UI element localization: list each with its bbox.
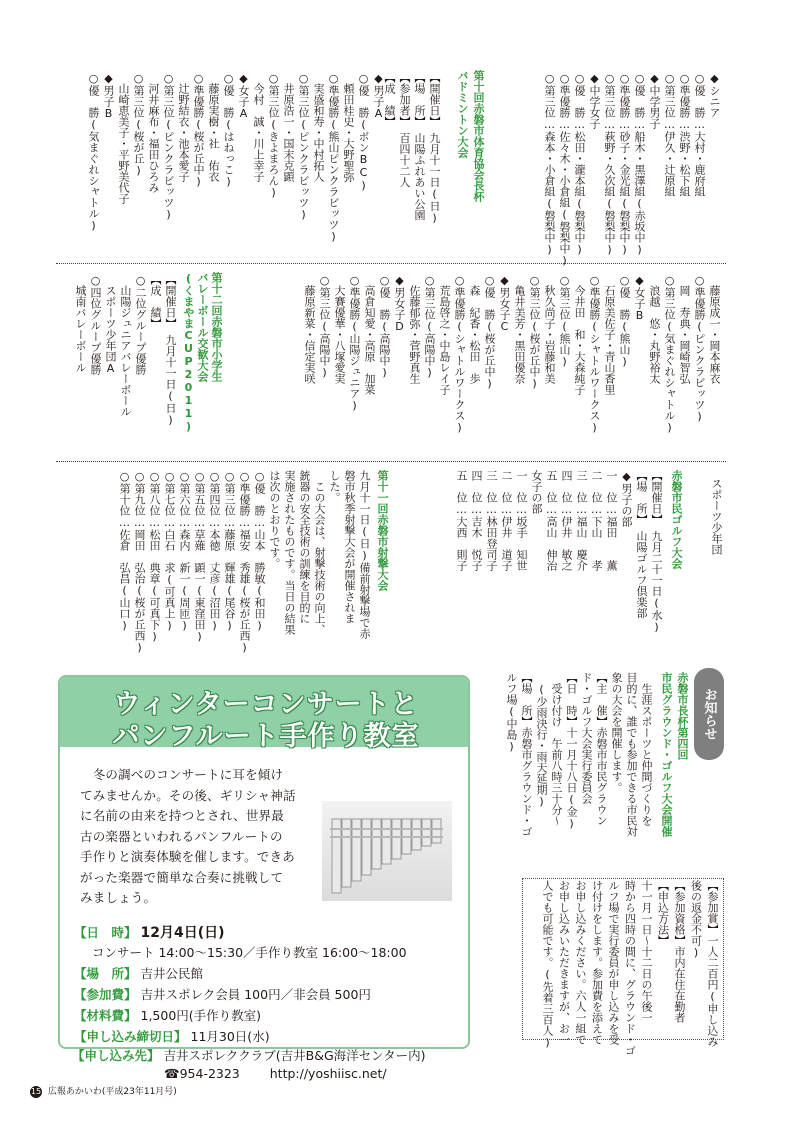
golf-result-line: 五 位…大西 則子 — [455, 470, 468, 571]
shooting-result-line: ○第三位…藤原 輝雄(尾谷) — [223, 470, 236, 632]
info-contact-row — [72, 1046, 426, 1064]
result-line: ○優 勝(桜が丘中) — [483, 274, 496, 390]
shooting-result-line: 実施されたものです。当日の結果 — [283, 470, 296, 635]
result-line: 浪越 悠・丸野裕太 — [648, 274, 661, 384]
shooting-result-line: 九月十一日(日)備前射撃場で赤 — [358, 470, 371, 639]
info-place-row — [74, 964, 203, 982]
result-line: 岡 寿典・岡崎智弘 — [678, 274, 691, 384]
result-line: ◆男女子C — [498, 274, 511, 333]
shooting-result-line: 銃器の安全技術の訓練を目的に — [298, 470, 311, 624]
result-line: ○優 勝(気まぐれシャトル) — [87, 72, 100, 232]
result-line: ◆中学女子 — [588, 72, 601, 129]
event-info-line: 【参加者】 百四十二人 — [398, 72, 411, 188]
shooting-result-line: ○第四位…本徳 丈彦(沼田) — [208, 470, 221, 632]
notice-line: 【日 時】十一月十八日(金) — [565, 672, 578, 830]
golf-event-title: 赤磐市民ゴルフ大会 — [670, 470, 683, 569]
result-line: 井原浩一・国末克顕 — [282, 72, 295, 182]
info-place-label: 【場 所】 — [74, 966, 137, 981]
result-line: ○準優勝(山陽ジュニア) — [348, 274, 361, 412]
notice-line: 【主 催】赤磐市市民グラウン — [595, 672, 608, 826]
result-line: ○優 勝(熊山) — [618, 274, 631, 368]
result-line: 今村 誠・川上幸子 — [252, 72, 265, 182]
result-line: ○第三位(熊山) — [558, 274, 571, 368]
result-line: ○優 勝(高陽中) — [378, 274, 391, 379]
info-contact-value: 吉井スポレククラブ(吉井B&G海洋センター内) — [163, 1048, 426, 1063]
info-fee-value: 吉井スポレク会員 100円／非会員 500円 — [140, 987, 371, 1002]
notice-entry-line: 後の返金不可) — [689, 880, 703, 959]
phone-number: ☎954-2323 — [164, 1066, 240, 1081]
sports-team-label: スポーツ少年団 — [710, 478, 723, 555]
result-line: 佐藤郁弥・菅野真生 — [408, 274, 421, 384]
result-line: ○第三位…萩野・久次組(磐梨中) — [603, 72, 616, 256]
result-line: 河井麻布・福田ひろみ — [147, 72, 160, 193]
info-date-value: 12月4日(日) — [140, 925, 225, 941]
notice-entry-line: け付けをします。参加費を添えて — [590, 880, 604, 1045]
shooting-result-line: ○準優勝…福安 秀雄(桜が丘西) — [238, 470, 251, 654]
notice-line: 【場 所】赤磐市グラウンド・ゴ — [520, 672, 533, 837]
event-info-line: 【開催日】 九月十一日(日) — [164, 274, 177, 427]
result-line: ◆男子A — [372, 72, 385, 120]
golf-result-line: 女子の部 — [530, 470, 543, 514]
shooting-result-line: ○第八位…松田 典章(可真下) — [148, 470, 161, 643]
notice-entry-line: 【申込方法】 — [656, 880, 670, 946]
notice-entry-line: お申し込みください。六人一組で — [574, 880, 587, 1045]
result-line: 森 紀香・松田 歩 — [468, 274, 481, 384]
intro-line: てみませんか。その後、ギリシャ神話 — [80, 787, 296, 803]
golf-result-line: 二 位…下山 孝 — [590, 470, 603, 571]
notice-entry-line: 【参加賞】一人二百円(申し込み — [706, 880, 719, 1047]
notice-line: 目的に、誰でも参加できる市民対 — [625, 672, 638, 837]
shooting-result-line: は次のとおりです。 — [268, 470, 281, 569]
result-line: 亀井美芳・黒田優奈 — [513, 274, 526, 384]
volleyball-event-cup: (くまやまCUP2011) — [182, 272, 195, 433]
result-line: ○優 勝…船木・黒澤組(赤坂中) — [633, 72, 646, 256]
notice-tab: お知らせ — [694, 668, 724, 760]
golf-result-line: 五 位…高山 伸治 — [545, 470, 558, 571]
result-line: ○準優勝(シャトルワークス) — [588, 274, 601, 434]
info-material-value: 1,500円(手作り教室) — [140, 1008, 262, 1023]
golf-result-line: 一 位…坂手 知世 — [515, 470, 528, 571]
result-line: ○第三位(高陽中) — [318, 274, 331, 379]
result-line: ○第三位(桜が丘) — [132, 72, 145, 177]
info-fee-row — [74, 985, 371, 1003]
result-line: ○準優勝(桜が丘中) — [192, 72, 205, 188]
notice-line: ルフ場(中島) — [505, 672, 518, 753]
golf-result-line: 四 位…伊井 敏之 — [560, 470, 573, 571]
result-line: ◆女子B — [633, 274, 646, 322]
info-place-value: 吉井公民館 — [140, 966, 204, 981]
golf-result-line: 【場 所】 山陽ゴルフ倶楽部 — [635, 470, 648, 619]
info-time-value: コンサート 14:00〜15:30／手作り教室 16:00〜18:00 — [92, 945, 407, 960]
badminton-event-title: 第十回赤磐市体育協会長杯 — [472, 70, 485, 202]
divider — [56, 263, 726, 264]
result-line: 辻野結衣・池本愛子 — [177, 72, 190, 182]
result-line: ◆男女子D — [393, 274, 406, 333]
website-link[interactable]: http://yoshiisc.net/ — [269, 1066, 387, 1081]
info-material-label: 【材料費】 — [74, 1008, 137, 1023]
result-line: 頼田桂史・大野聖弥 — [342, 72, 355, 182]
result-line: 藤原成一・岡本麻衣 — [708, 274, 721, 384]
golf-result-line: 【開催日】 九月二十一日(水) — [650, 470, 663, 634]
event-info-line: スポーツ少年団A — [104, 274, 117, 375]
info-deadline-label: 【申し込み締切日】 — [74, 1029, 187, 1044]
notice-line: (少雨決行・雨天延期) — [535, 672, 548, 808]
panel-title-line1: ウィンターコンサートと — [113, 689, 419, 720]
event-info-line: 【場 所】 山陽ふれあい公園 — [413, 72, 426, 221]
result-line: ○優 勝(ボンBC) — [357, 72, 370, 192]
result-line: ○第三位(気まぐれシャトル) — [663, 274, 676, 434]
page-footer — [30, 1084, 177, 1098]
page-number: 15 — [30, 1087, 42, 1096]
intro-line: みましょう。 — [80, 890, 157, 905]
volleyball-event-subtitle: バレーボール交歓大会 — [196, 272, 209, 382]
shooting-result-line: ○第九位…岡田 弘治(桜が丘西) — [133, 470, 146, 654]
result-line: ○準優勝…渋野・松下組 — [678, 72, 691, 197]
info-date-row — [74, 922, 225, 942]
result-line: 今井田 和・大森純子 — [573, 274, 586, 395]
info-fee-label: 【参加費】 — [74, 987, 137, 1002]
event-info-line: ○二位グループ優勝 — [134, 274, 147, 375]
notice-line: 象の大会を開催します。 — [610, 672, 623, 793]
event-info-line: 山陽ジュニアバレーボール — [119, 274, 132, 417]
shooting-result-line: ○第十位…佐倉 弘昌(山口) — [118, 470, 131, 632]
result-line: ○第三位(ピンクラビッツ) — [162, 72, 175, 221]
golf-result-line: 一 位…福田 薫 — [605, 470, 618, 571]
result-line: 山崎恵美子・平野美代子 — [117, 72, 130, 204]
info-phone-row — [164, 1066, 387, 1081]
result-line: 秋久尚子・岩藤和美 — [543, 274, 556, 384]
golf-result-line: 四 位…吉木 悦子 — [470, 470, 483, 571]
result-line: ○準優勝…佐々木・小倉組(磐梨中) — [558, 72, 571, 267]
shooting-result-line: ○第六位…森内 新一(周匝) — [178, 470, 191, 632]
notice-line: ド・ゴルフ大会実行委員会 — [580, 672, 593, 804]
result-line: ◆シニア — [708, 72, 721, 118]
intro-line: 手作りと演奏体験を催します。できあ — [80, 849, 295, 864]
notice-entry-line: 【参加資格】市内在住在勤者 — [673, 880, 686, 1023]
event-info-line: ○四位グループ優勝 — [89, 274, 102, 375]
result-line: ◆中学男子 — [648, 72, 661, 129]
result-line: ◆女子A — [237, 72, 250, 120]
result-line: 藤原実樹・社 佑衣 — [207, 72, 220, 182]
intro-line: 冬の調べのコンサートに耳を傾け — [80, 767, 284, 782]
shooting-result-line: ○第七位…白石 求(可真上) — [163, 470, 176, 632]
golf-result-line: 二 位…伊井 道子 — [500, 470, 513, 571]
result-line: 石原美佐子・青山香里 — [603, 274, 616, 395]
notice-entry-line: ルフ場で実行委員が申し込みを受 — [607, 880, 620, 1045]
golf-result-line: 三 位…林田登司子 — [485, 470, 498, 571]
intro-line: に名前の由来を持つとされ、世界最 — [80, 808, 284, 823]
intro-line: 古の楽器といわれるパンフルートの — [80, 828, 283, 844]
shooting-result-line: この大会は、射撃技術の向上、 — [313, 470, 326, 635]
info-deadline-value: 11月30日(水) — [190, 1029, 270, 1044]
intro-line: がった楽器で簡単な合奏に挑戦して — [80, 869, 284, 885]
notice-line: 生涯スポーツと仲間づくりを — [640, 672, 653, 826]
volleyball-event-title: 第十二回赤磐市小学生 — [210, 272, 223, 382]
notice-entry-line: 十一月一日〜十二日の午後一 — [640, 880, 653, 1023]
divider — [56, 461, 726, 462]
golf-result-line: 三 位…福山 慶介 — [575, 470, 588, 571]
badminton-event-subtitle: バドミントン大会 — [456, 70, 469, 158]
panel-title-line2: パンフルート手作り教室 — [112, 721, 420, 752]
result-line: ○第三位(高陽中) — [423, 274, 436, 379]
winter-concert-panel — [58, 675, 470, 1049]
result-line: ○優 勝(はねっこ) — [222, 72, 235, 188]
result-line: ○準優勝(ピンクラビッツ) — [693, 274, 706, 423]
publication-name: 広報あかいわ(平成23年11月号) — [47, 1087, 177, 1097]
result-line: 実盛和寿・中村拓人 — [312, 72, 325, 182]
notice-line: 受け付け 午前八時三十分〜 — [550, 672, 563, 826]
result-line: ○第三位…森本・小倉組(磐梨中) — [543, 72, 556, 256]
result-line: ○第三位(ピンクラビッツ) — [297, 72, 310, 221]
info-date-label: 【日 時】 — [74, 925, 137, 940]
info-deadline-row — [74, 1027, 270, 1045]
notice-title: 赤磐市長杯第四回 — [676, 672, 689, 760]
event-info-line: 【成 績】 — [149, 274, 162, 329]
result-line: 大賽優華・八塚愛実 — [333, 274, 346, 384]
result-line: ○準優勝…砂子・金光組(磐梨中) — [618, 72, 631, 256]
panel-intro-text — [80, 765, 470, 909]
result-line: ○準優勝(シャトルワークス) — [453, 274, 466, 434]
result-line: ◆男子B — [102, 72, 115, 120]
shooting-result-line: ○優 勝…山本 勝敏(和田) — [253, 470, 266, 632]
golf-result-line: ◆男子の部 — [620, 470, 633, 527]
shooting-event-title: 第十一回赤磐市射撃大会 — [376, 470, 389, 591]
result-line: ○第三位(桜が丘中) — [528, 274, 541, 390]
result-line: ○第三位…伊久・辻原組 — [663, 72, 676, 197]
notice-entry-line: 時から四時の間に、グラウンド・ゴ — [623, 880, 637, 1056]
result-line: ○優 勝…松田・瀧本組(磐梨中) — [573, 72, 586, 256]
notice-entry-line: 人でも可能です。(先着三百人) — [541, 880, 554, 1049]
event-info-line: 城南バレーボール — [74, 274, 87, 373]
shooting-result-line: した。 — [328, 470, 341, 503]
info-contact-label: 【申し込み先】 — [72, 1048, 160, 1063]
result-line: ○準優勝(熊山ピンクラビッツ) — [327, 72, 340, 243]
event-info-line: 【成 績】 — [383, 72, 396, 127]
info-material-row — [74, 1006, 261, 1024]
result-line: 荒島啓之・中島レイ子 — [438, 274, 451, 395]
result-line: 高倉知愛・高原 加菜 — [363, 274, 376, 395]
notice-subtitle: 市民グラウンド・ゴルフ大会開催 — [660, 672, 673, 837]
result-line: 藤原新菜・信定実咲 — [303, 274, 316, 384]
shooting-result-line: ○第五位…草薙 顕一(東窪田) — [193, 470, 206, 643]
notice-entry-line: お申し込みいただきますが、お一 — [557, 880, 571, 1045]
event-info-line: 【開催日】 九月十一日(日) — [428, 72, 441, 225]
result-line: ○優 勝…大村・鹿府組 — [693, 72, 706, 197]
shooting-result-line: 磐市秋季射撃大会が開催されま — [343, 470, 356, 624]
result-line: ○第三位(きよまろん) — [267, 72, 280, 199]
